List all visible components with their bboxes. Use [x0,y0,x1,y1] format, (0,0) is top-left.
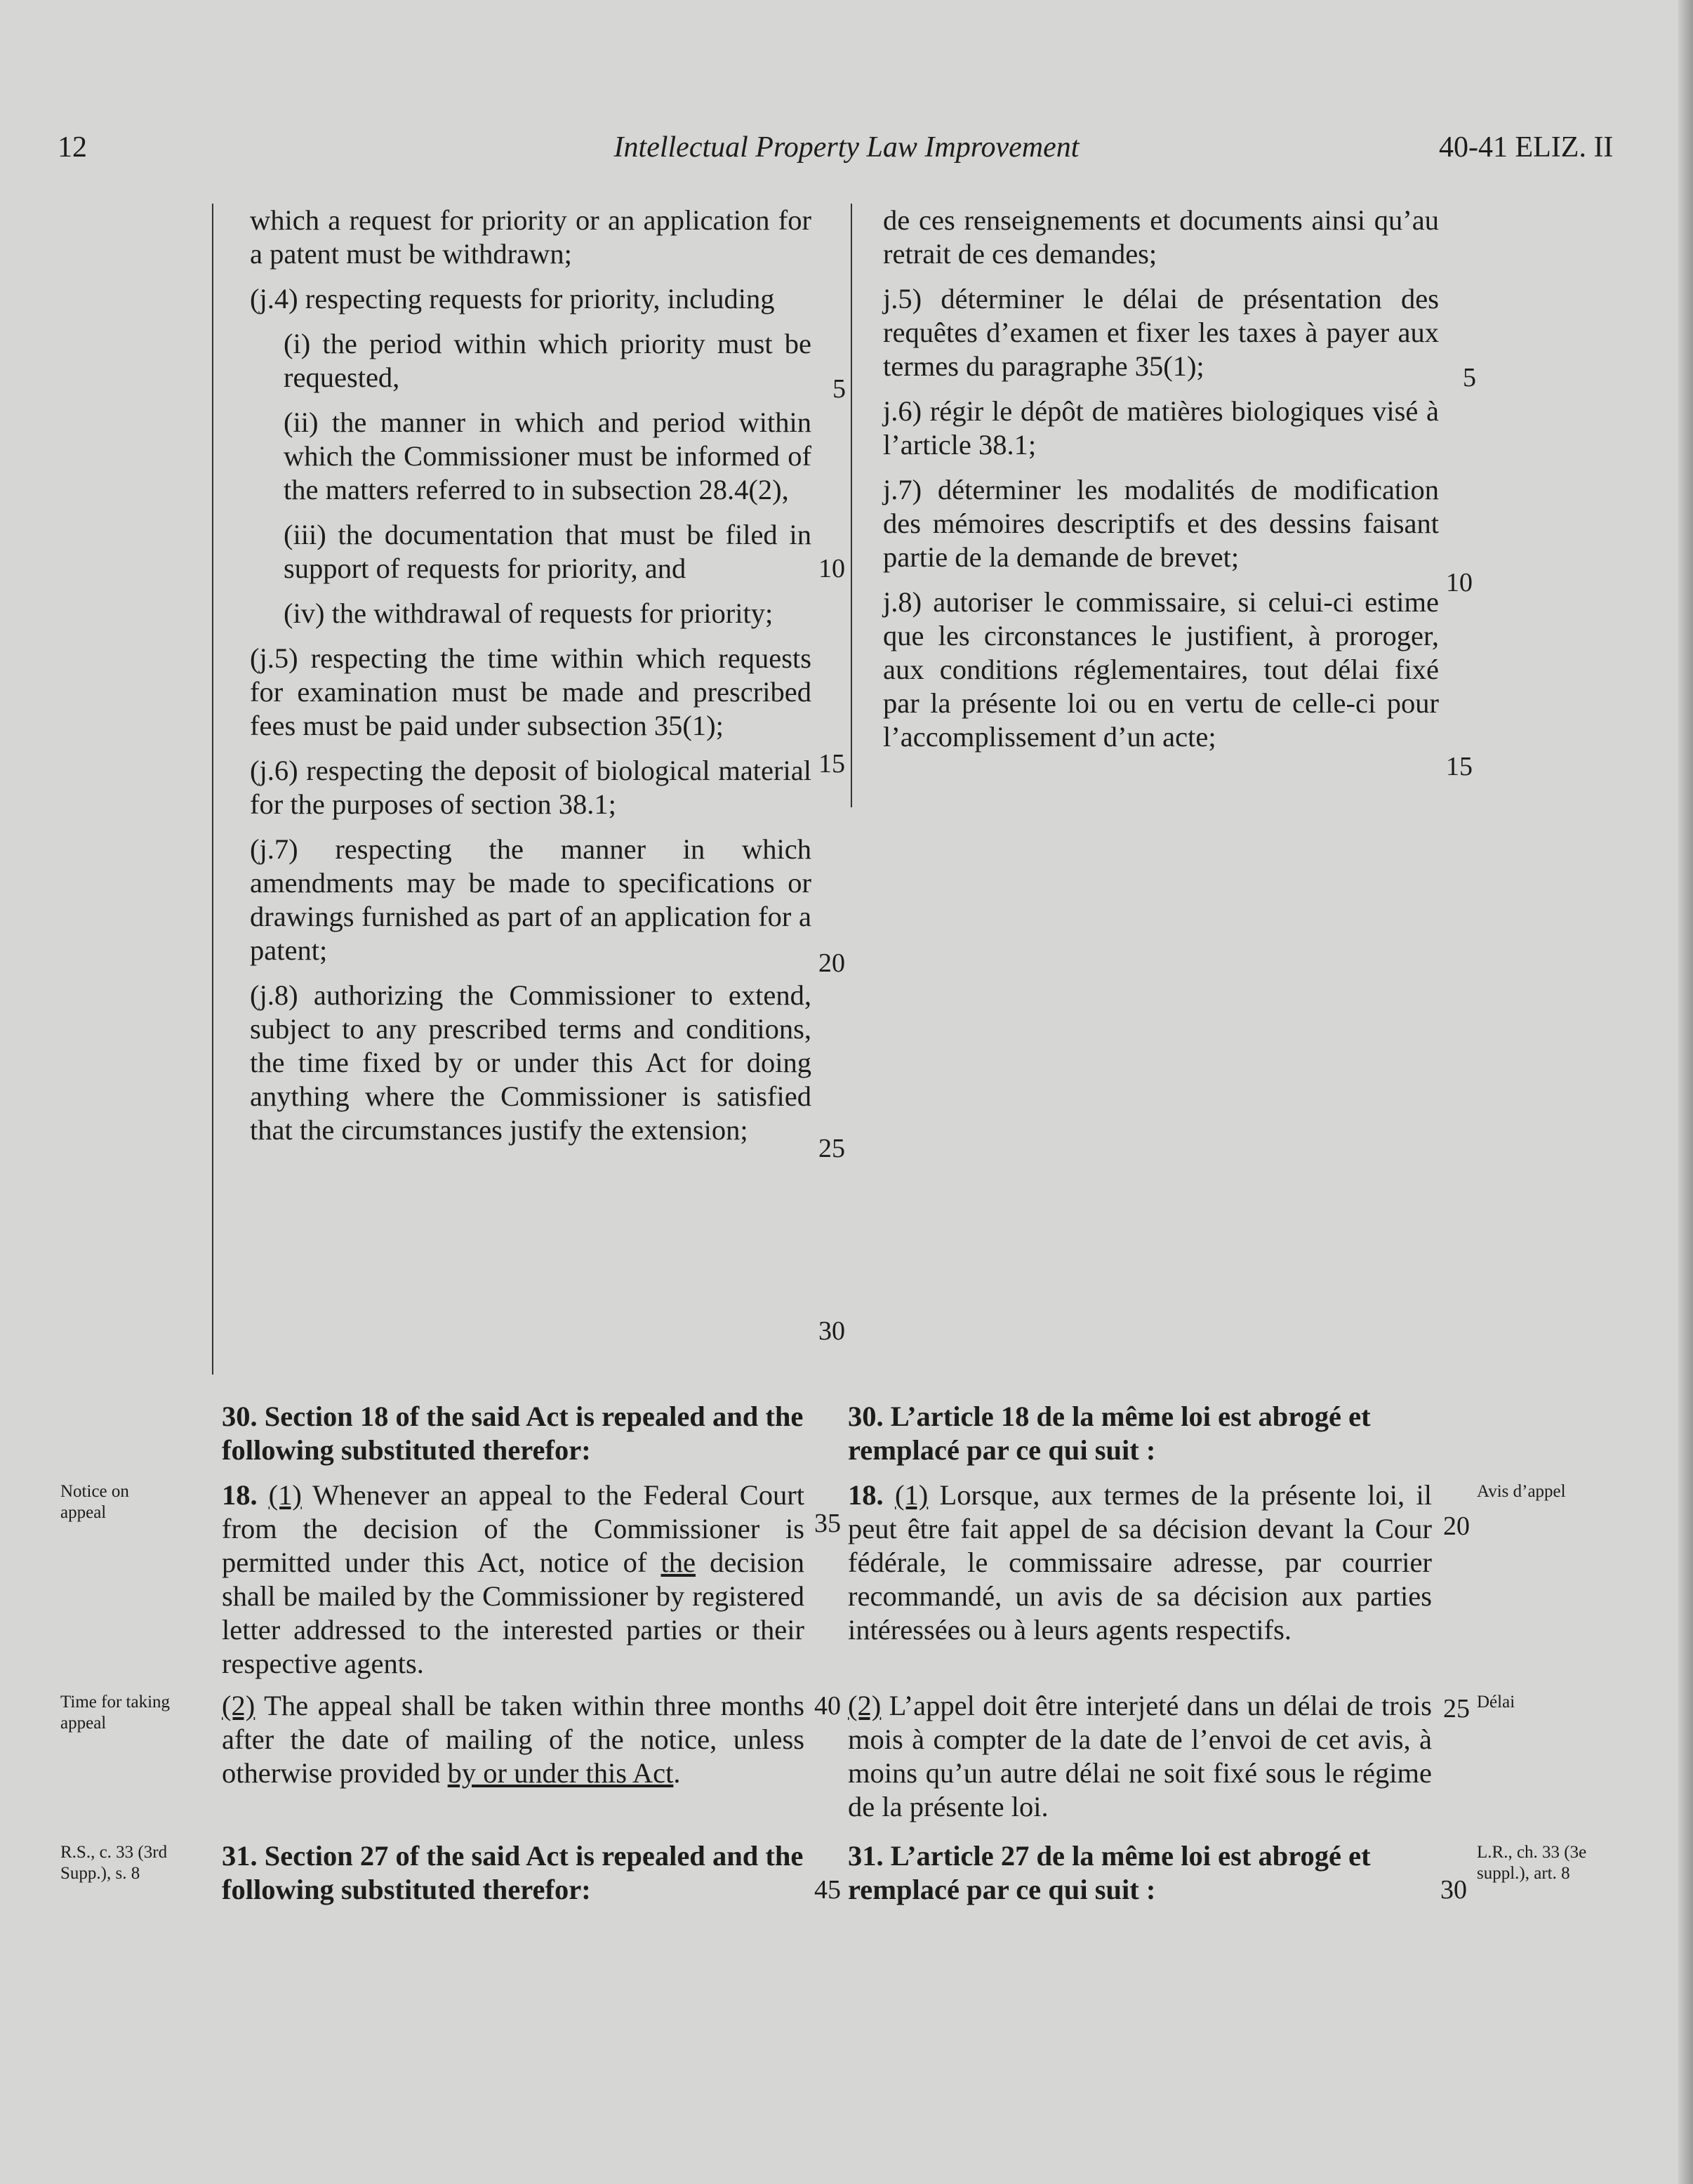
fr-j7: j.7) déterminer les modalités de modification des mémoires descriptifs et des dessins faisant partie de la demande de brevet; [883,474,1439,573]
fr-s18-1-text: Lorsque, aux termes de la présente loi, il peut être fait appel de sa décision devant la Cour fédérale, le commissaire adresse, par courrier recommandé, un avis de sa décision aux parties intéressées ou à leurs agents respectifs. [848,1479,1432,1646]
fr-j5: j.5) déterminer le délai de présentation des requêtes d’examen et fixer les taxes à payer aux termes du paragraphe 35(1); [883,283,1439,382]
period: . [673,1757,681,1789]
regnal-year: 40-41 ELIZ. II [1439,131,1614,164]
en-s18-2-text: The appeal shall be taken within three months after the date of mailing of the notice, unless otherwise provided [222,1690,804,1789]
running-title: Intellectual Property Law Improvement [613,131,1080,164]
page-edge-shadow [1678,0,1693,2184]
fr-j6: j.6) régir le dépôt de matières biologiques visé à l’article 38.1; [883,395,1439,461]
line-number: 45 [814,1875,841,1905]
line-number: 25 [1443,1694,1470,1723]
fr-section-30-heading: 30. L’article 18 de la même loi est abrogé et remplacé par ce qui suit : [848,1401,1371,1466]
fr-section-31-heading: 31. L’article 27 de la même loi est abrogé et remplacé par ce qui suit : [848,1840,1371,1905]
marginal-note-avis-d-appel: Avis d’appel [1477,1482,1566,1501]
fr-s18-num: 18. [848,1479,884,1511]
page-number: 12 [58,131,87,164]
line-number: 30 [818,1316,845,1346]
en-j6: (j.6) respecting the deposit of biological material for the purposes of section 38.1; [250,755,811,820]
fr-s18-1 [848,1478,1432,1647]
amendment-bar-en [212,204,213,1375]
en-j4-lead: (j.4) respecting requests for priority, including [250,283,775,315]
fr-s18-2 [848,1689,1432,1824]
english-column [250,204,811,1158]
en-s18-2-sub: (2) [222,1690,255,1721]
en-s18-1-sub: (1) [268,1479,302,1511]
marginal-note-lr-citation: L.R., ch. 33 (3e suppl.), art. 8 [1477,1843,1587,1883]
en-s18-1 [222,1478,804,1681]
en-j4-ii: (ii) the manner in which and period within which the Commissioner must be informed of the matters referred to in subsection 28.4(2), [284,406,811,505]
en-j4-iv: (iv) the withdrawal of requests for priority; [284,597,774,629]
en-s18-1-text: Whenever an appeal to the Federal Court from the decision of the Commissioner is permitted under this Act, notice of [222,1479,805,1578]
line-number: 20 [818,948,845,978]
en-j5: (j.5) respecting the time within which requests for examination must be made and prescribed fees must be paid under subsection 35(1); [250,642,811,741]
fr-s18-2-sub: (2) [848,1690,882,1721]
marginal-note-rs-citation: R.S., c. 33 (3rd Supp.), s. 8 [60,1843,168,1883]
en-j3-tail: which a request for priority or an application for a patent must be withdrawn; [250,204,811,270]
en-j4-i: (i) the period within which priority must be requested, [284,328,811,393]
en-s18-num: 18. [222,1479,258,1511]
line-number: 15 [818,749,845,779]
line-number: 35 [814,1509,841,1538]
en-j7: (j.7) respecting the manner in which amendments may be made to specifications or drawings furnished as part of an application for a patent; [250,833,811,966]
line-number: 10 [1446,568,1473,597]
line-number: 40 [814,1691,841,1721]
amendment-bar-fr [851,204,852,807]
french-column [883,204,1439,765]
line-number: 5 [832,374,846,404]
en-s18-2-underlined: by or under this Act [447,1757,674,1789]
marginal-note-notice-on-appeal: Notice on appeal [60,1482,129,1522]
marginal-note-time-for-appeal: Time for taking appeal [60,1693,171,1733]
en-j8: (j.8) authorizing the Commissioner to extend, subject to any prescribed terms and conditions, the time fixed by or under this Act for doing anything where the Commissioner is satisfied that the circumstances justify the extension; [250,979,811,1146]
fr-s18-1-sub: (1) [894,1479,929,1511]
fr-j3-tail: de ces renseignements et documents ainsi qu’au retrait de ces demandes; [883,204,1439,270]
en-section-31-heading: 31. Section 27 of the said Act is repealed and the following substituted therefor: [222,1840,804,1905]
fr-j8: j.8) autoriser le commissaire, si celui-ci estime que les circonstances le justifient, à proroger, aux conditions réglementaires, tout délai fixé par la présente loi ou en vertu de celle-ci pour l’accomplissement d’un acte; [883,586,1439,753]
line-number: 25 [818,1134,845,1163]
en-j4-iii: (iii) the documentation that must be filed in support of requests for priority, and [284,519,811,584]
en-section-30-heading: 30. Section 18 of the said Act is repealed and the following substituted therefor: [222,1401,804,1466]
line-number: 30 [1440,1875,1467,1905]
marginal-note-delai: Délai [1477,1693,1515,1712]
line-number: 10 [818,554,845,583]
line-number: 5 [1463,363,1476,392]
line-number: 15 [1446,752,1473,781]
en-s18-1-rest: decision shall be mailed by the Commissioner by registered letter addressed to the interested parties or their respective agents. [222,1547,805,1679]
fr-s18-2-text: L’appel doit être interjeté dans un délai de trois mois à compter de la date de l’envoi de cet avis, à moins qu’un autre délai ne soit fixé sous le régime de la présente loi. [848,1690,1432,1822]
en-s18-1-the: the [660,1547,696,1578]
en-s18-2 [222,1689,804,1790]
line-number: 20 [1443,1511,1470,1541]
